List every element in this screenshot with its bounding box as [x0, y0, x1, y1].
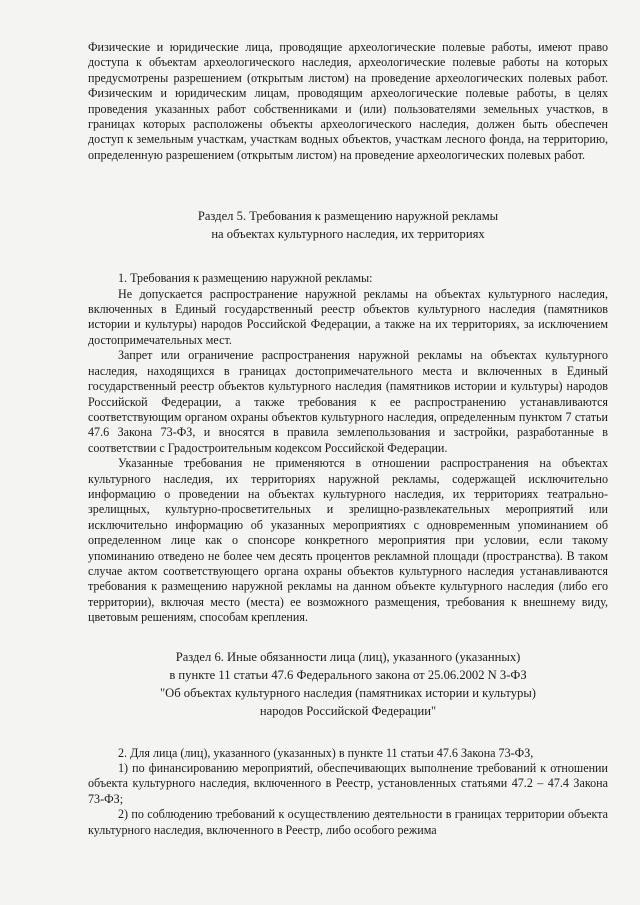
section5-heading	[88, 207, 608, 243]
section6-title-line2: в пункте 11 статьи 47.6 Федерального закона от 25.06.2002 N 3-ФЗ	[169, 667, 527, 682]
intro-paragraph: Физические и юридические лица, проводящие археологические полевые работы, имеют право доступа к объектам археологического наследия, археологические полевые работы на которых предусмотрены разрешением (открытым листом) на проведение археологических полевых работ. Физическим и юридическим лицам, проводящим археологические полевые работы, в целях проведения указанных работ собственниками и (или) пользователями земельных участков, в границах которых расположены объекты археологического наследия, должен быть обеспечен доступ к земельным участкам, участкам водных объектов, участкам лесного фонда, на территорию, определенную разрешением (открытым листом) на проведение археологических полевых работ.	[88, 40, 608, 162]
section5-paragraph-2: Запрет или ограничение распространения наружной рекламы на объектах культурного наследия, находящихся в границах достопримечательного места и включенных в Единый государственный реестр объектов культурного наследия (памятников истории и культуры) народов Российской Федерации, а также требования к ее распространению устанавливаются соответствующим органом охраны объектов культурного наследия, определенным пунктом 7 статьи 47.6 Закона 73-ФЗ, и вносятся в правила землепользования и застройки, разработанные в соответствии с Градостроительным кодексом Российской Федерации.	[88, 348, 608, 455]
section6-item2-title: 2. Для лица (лиц), указанного (указанных) в пункте 11 статьи 47.6 Закона 73-ФЗ,	[118, 745, 534, 760]
section5-title-line1: Раздел 5. Требования к размещению наружной рекламы	[197, 209, 499, 224]
section6-heading	[88, 648, 608, 720]
section5-paragraph-1: Не допускается распространение наружной рекламы на объектах культурного наследия, включенных в Единый государственный реестр объектов культурного наследия (памятников истории и культуры) народов Российской Федерации, а также на их территориях, за исключением достопримечательных мест.	[88, 286, 608, 347]
section6-title-line3: "Об объектах культурного наследия (памятниках истории и культуры)	[160, 685, 536, 700]
section5-item1-title: 1. Требования к размещению наружной рекламы:	[118, 271, 373, 286]
section6-title-line1: Раздел 6. Иные обязанности лица (лиц), указанного (указанных)	[175, 649, 521, 664]
section6-subitem-1: 1) по финансированию мероприятий, обеспечивающих выполнение требований к отношении объекта культурного наследия, включенного в Реестр, установленных статьями 47.2 – 47.4 Закона 73-ФЗ;	[88, 761, 608, 806]
section6-subitem-2: 2) по соблюдению требований к осуществлению деятельности в границах территории объекта культурного наследия, включенного в Реестр, либо особого режима	[88, 807, 608, 837]
section5-title-line2: на объектах культурного наследия, их территориях	[211, 227, 485, 242]
section6-title-line4: народов Российской Федерации"	[259, 703, 437, 718]
section5-paragraph-3: Указанные требования не применяются в отношении распространения на объектах культурного наследия, их территориях наружной рекламы, содержащей исключительно информацию о проведении на объектах культурного наследия, их территориях театрально-зрелищных, культурно-просветительных и зрелищно-развлекательных мероприятий или исключительно информацию об указанных мероприятиях с одновременным упоминанием об определенном лице как о спонсоре конкретного мероприятия при условии, если такому упоминанию отведено не более чем десять процентов рекламной площади (пространства). В таком случае актом соответствующего органа охраны объектов культурного наследия устанавливаются требования к размещению наружной рекламы на данном объекте культурного наследия (либо его территории), включая место (места) ее возможного размещения, требования к внешнему виду, цветовым решениям, способам крепления.	[88, 456, 608, 625]
